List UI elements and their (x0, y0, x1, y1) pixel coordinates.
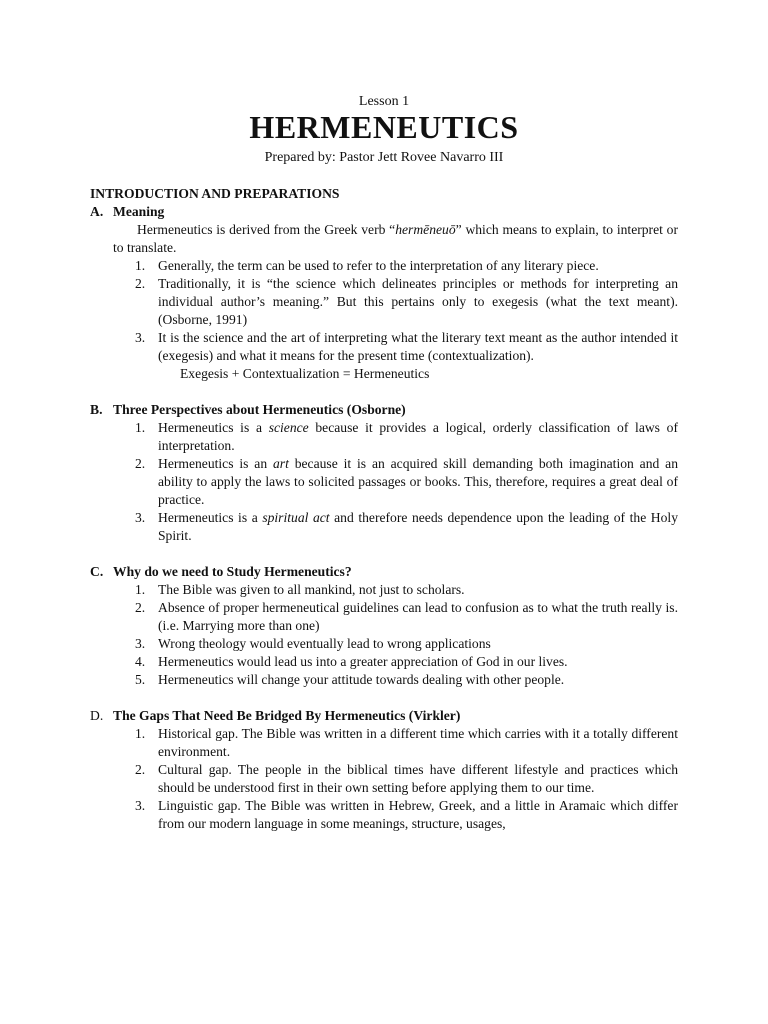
list-item (135, 455, 678, 509)
emphasis: art (272, 456, 289, 471)
lesson-label: Lesson 1 (358, 94, 410, 109)
emphasis: science (268, 420, 309, 435)
list-number: 3. (135, 636, 146, 651)
text-run: and therefore needs dependence upon the leading of the Holy Spirit. (158, 510, 678, 543)
text-run: Hermeneutics is an (158, 456, 273, 471)
text-run: Hermeneutics is a (158, 510, 263, 525)
list-number: 2. (135, 600, 146, 615)
formula: Exegesis + Contextualization = Hermeneutics (180, 366, 430, 381)
greek-term: hermēneuō (395, 222, 456, 237)
list-item (135, 653, 678, 671)
intro-heading: INTRODUCTION AND PREPARATIONS (90, 186, 340, 201)
list-text: Cultural gap. The people in the biblical times have different lifestyle and practices which should be understood first in their own setting before applying them to our time. (158, 762, 678, 795)
text-run: because it is an acquired skill demanding both imagination and an ability to apply the laws to solicited passages or books. This, therefore, requires a great deal of practice. (158, 456, 678, 507)
perspectives-list (90, 419, 678, 545)
section-b-heading (90, 401, 678, 419)
list-number: 3. (135, 510, 146, 525)
list-number: 1. (135, 582, 146, 597)
list-number: 3. (135, 798, 146, 813)
list-item (135, 599, 678, 635)
list-number: 1. (135, 420, 146, 435)
text-run: ” which means to explain, to interpret or to translate. (113, 222, 678, 255)
list-number: 5. (135, 672, 146, 687)
list-text: It is the science and the art of interpreting what the literary text meant as the author intended it (exegesis) and what it means for the present time (contextualization). (158, 330, 678, 363)
list-number: 1. (135, 726, 146, 741)
text-run: Hermeneutics is a (158, 420, 269, 435)
meaning-paragraph (113, 221, 678, 257)
list-number: 4. (135, 654, 146, 669)
list-text: Historical gap. The Bible was written in a different time which carries with it a totally different environment. (158, 726, 678, 759)
list-text: Hermeneutics will change your attitude towards dealing with other people. (158, 672, 565, 687)
list-item (135, 671, 678, 689)
section-title: Why do we need to Study Hermeneutics? (113, 564, 352, 579)
list-number: 1. (135, 258, 146, 273)
list-text (158, 419, 678, 455)
reasons-list (90, 581, 678, 689)
prepared-by: Prepared by: Pastor Jett Rovee Navarro III (264, 150, 504, 165)
list-item (135, 329, 678, 365)
list-item (135, 797, 678, 833)
list-number: 2. (135, 276, 146, 291)
section-letter: B. (90, 402, 103, 417)
list-text: Absence of proper hermeneutical guidelines can lead to confusion as to what the truth really is. (i.e. Marrying more than one) (158, 600, 678, 633)
list-text: Wrong theology would eventually lead to wrong applications (158, 636, 491, 651)
list-item (135, 257, 678, 275)
list-item (135, 509, 678, 545)
emphasis: spiritual act (262, 510, 330, 525)
section-a-heading (90, 203, 678, 221)
list-text (158, 509, 678, 545)
section-c-heading (90, 563, 678, 581)
text-run: Hermeneutics is derived from the Greek verb “ (137, 222, 396, 237)
list-number: 2. (135, 762, 146, 777)
section-title: The Gaps That Need Be Bridged By Hermeneutics (Virkler) (113, 708, 461, 723)
list-text (158, 455, 678, 509)
section-letter: C. (90, 564, 104, 579)
section-letter: A. (90, 204, 104, 219)
gaps-list (90, 725, 678, 833)
list-item (135, 635, 678, 653)
list-text: Linguistic gap. The Bible was written in Hebrew, Greek, and a little in Aramaic which differ from our modern language in some meanings, structure, usages, (158, 798, 678, 831)
list-item (135, 581, 678, 599)
page-title: HERMENEUTICS (249, 109, 519, 145)
list-text: Hermeneutics would lead us into a greater appreciation of God in our lives. (158, 654, 568, 669)
list-item (135, 419, 678, 455)
meaning-list (90, 257, 678, 365)
list-item (135, 761, 678, 797)
section-title: Meaning (113, 204, 165, 219)
section-title: Three Perspectives about Hermeneutics (Osborne) (113, 402, 406, 417)
document-body (90, 185, 678, 833)
list-number: 2. (135, 456, 146, 471)
list-text: Traditionally, it is “the science which delineates principles or methods for interpreting an individual author’s meaning.” But this pertains only to exegesis (what the text meant). (Osborne, 1991) (158, 276, 678, 327)
text-run: because it provides a logical, orderly classification of laws of interpretation. (158, 420, 678, 453)
list-number: 3. (135, 330, 146, 345)
list-item (135, 725, 678, 761)
list-text: The Bible was given to all mankind, not just to scholars. (158, 582, 465, 597)
section-letter: D. (90, 708, 104, 723)
section-d-heading (90, 707, 678, 725)
list-text: Generally, the term can be used to refer to the interpretation of any literary piece. (158, 258, 599, 273)
list-item (135, 275, 678, 329)
